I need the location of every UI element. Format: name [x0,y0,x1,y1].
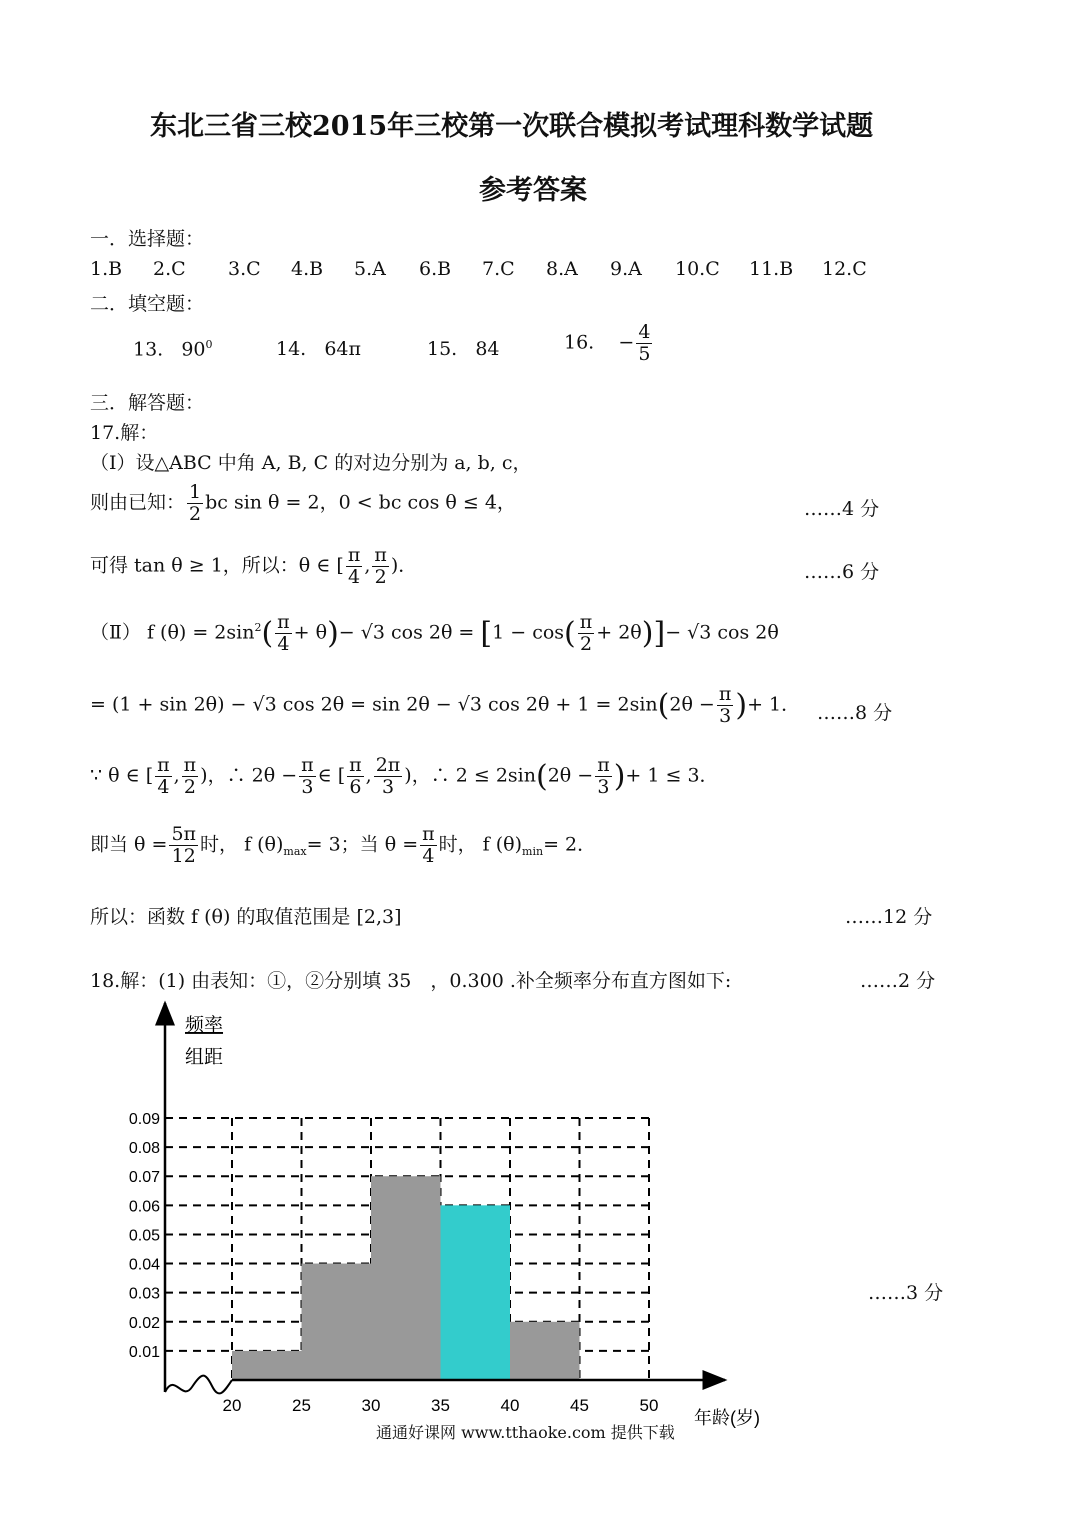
answer-value: 90 [181,338,206,361]
score-3: ……3 分 [868,1282,944,1304]
problem-17-line3: 可得 tan θ ≥ 1，所以：θ ∈ [ $\frac{\pi}{4}$ , $\frac{\pi}{2}$ )． [90,544,418,588]
problem-17-label: 17.解： [90,422,159,444]
mc-answer: 8.A [546,258,578,280]
x-tick-label: 50 [639,1396,659,1415]
problem-17-line2: 则由已知： $\frac{1}{2}$ bc sin θ = 2，0 < bc cos θ ≤ 4， [90,481,516,525]
x-tick-label: 20 [222,1396,242,1415]
mc-answer: 9.A [610,258,642,280]
fill-blank-15 [427,338,500,360]
degree-sup: 0 [205,338,213,351]
y-tick-label: 0.01 [128,1343,160,1361]
y-tick-label: 0.07 [128,1169,160,1187]
problem-17-line6: ∵ θ ∈ [ $\frac{\pi}{4}$ , $\frac{\pi}{2}$ )，∴ 2θ − $\frac{\pi}{3}$ ∈ [ $\frac{\pi}{6}$ , $\frac{2\pi}{3}$ )，∴ 2 ≤ 2sin(2θ − $\frac{\pi}{3}$ )+ 1 ≤ 3． [90,754,719,798]
mc-answer: 12.C [822,258,867,280]
x-tick-label: 35 [431,1396,450,1415]
section-fill-blank-heading: 二．填空题： [90,293,205,315]
x-tick-label: 30 [361,1396,381,1415]
fill-blank-13 [133,338,213,360]
score-8: ……8 分 [817,702,893,724]
mc-answer: 5.A [354,258,386,280]
fill-blank-14 [276,338,361,360]
mc-answer: 10.C [675,258,720,280]
x-tick-label: 40 [500,1396,520,1415]
y-tick-label: 0.04 [128,1256,160,1274]
mc-answer: 1.B [90,258,123,280]
histogram-bar [441,1205,511,1380]
score-2: ……2 分 [860,970,936,992]
histogram-bar [510,1322,580,1380]
answer-value: 84 [475,338,500,360]
x-tick-label: 45 [570,1396,589,1415]
mc-answer: 4.B [291,258,324,280]
frequency-histogram [0,990,1075,1440]
problem-18-line1: 18.解：(1) 由表知：①，②分别填 35 ，0.300 .补全频率分布直方图如下: [90,970,732,992]
mc-answer: 7.C [482,258,515,280]
question-number: 15. [427,338,458,360]
y-tick-label: 0.05 [128,1227,160,1245]
y-tick-label: 0.09 [128,1111,160,1128]
question-number: 14. [276,338,307,360]
problem-17-line7: 即当 θ = $\frac{5\pi}{12}$ 时， f $(\theta)_{max}= 3$；当 θ = $\frac{\pi}{4}$ 时， f $(\theta)_{min}= 2$． [90,823,597,867]
mc-answer: 6.B [419,258,452,280]
axis-break-squiggle [165,1376,232,1394]
score-6: ……6 分 [804,561,880,583]
page-subtitle: 参考答案 [479,175,587,206]
histogram-bar [232,1351,302,1380]
y-label-top: 频率 [185,1015,224,1036]
question-number: 13. [133,338,164,361]
y-tick-label: 0.08 [128,1140,160,1158]
y-tick-label: 0.03 [128,1285,160,1303]
section-multiple-choice-heading: 一．选择题： [90,228,205,250]
answer-fraction: $\frac{4}{5}$ [638,321,651,365]
question-number: 16. [564,331,595,354]
problem-17-line8: 所以：函数 f (θ) 的取值范围是 [2,3] [90,906,402,928]
problem-17-line5: = (1 + sin 2θ) − √3 cos 2θ = sin 2θ − √3 cos 2θ + 1 = 2sin(2θ − $\frac{\pi}{3}$ )+ 1． [90,683,801,727]
answer-sign: − [618,331,635,354]
x-tick-label: 25 [292,1396,311,1415]
mc-answer: 2.C [153,258,186,280]
page-title: 东北三省三校2015年三校第一次联合模拟考试理科数学试题 [150,111,874,142]
score-4: ……4 分 [804,498,880,520]
histogram-bar [302,1264,372,1380]
x-label: 年龄(岁) [694,1408,760,1428]
mc-answer: 3.C [228,258,261,280]
y-label-bottom: 组距 [185,1047,224,1068]
multiple-choice-answers [0,258,1075,282]
y-tick-label: 0.02 [128,1314,160,1332]
mc-answer: 11.B [749,258,794,280]
section-solution-heading: 三．解答题： [90,392,205,414]
answer-value: 64π [324,338,362,360]
problem-17-line4: （Ⅱ） f $(\theta) = 2\sin^2$( $\frac{\pi}{4}$ + θ)− √3 cos 2θ = [1 − cos( $\frac{\pi}{2}$ + 2θ)]− √3 cos 2θ [90,611,779,655]
fill-blank-16 [564,322,654,365]
footer-watermark: 通通好课网 www.tthaoke.com 提供下载 [376,1423,675,1442]
problem-17-line1: （Ⅰ）设△ABC 中角 A, B, C 的对边分别为 a, b, c， [90,452,532,474]
histogram-bar [371,1176,441,1380]
y-tick-label: 0.06 [128,1198,160,1216]
score-12: ……12 分 [845,906,933,928]
